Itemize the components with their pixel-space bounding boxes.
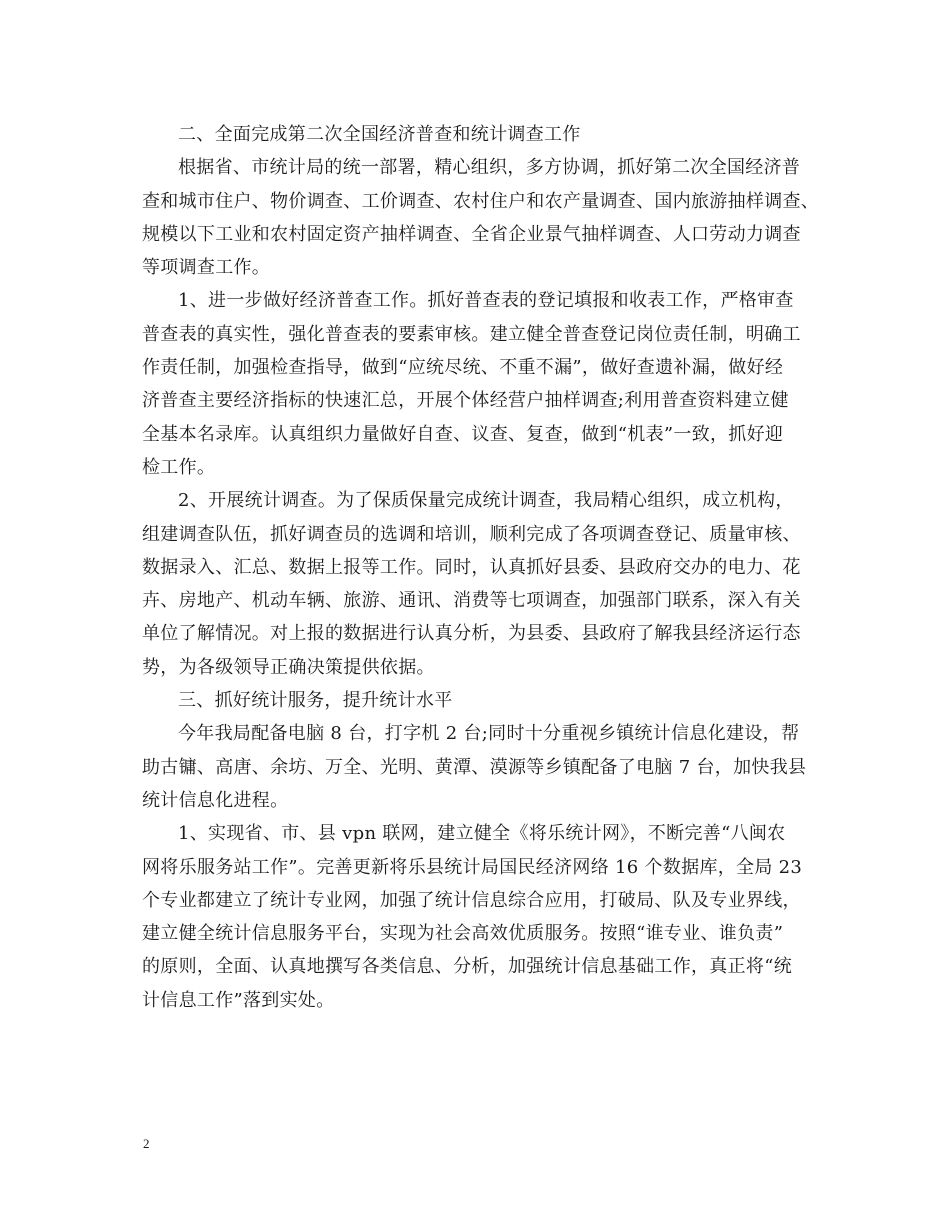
paragraph-line: 检工作。 xyxy=(142,456,216,478)
paragraph-line: 助古镛、高唐、余坊、万全、光明、黄潭、漠源等乡镇配备了电脑 7 台，加快我县 xyxy=(142,756,807,778)
document-body xyxy=(142,118,822,1017)
paragraph-line: 济普查主要经济指标的快速汇总，开展个体经营户抽样调查;利用普查资料建立健 xyxy=(142,390,789,412)
paragraph-line: 统计信息化进程。 xyxy=(142,789,289,811)
page-number: 2 xyxy=(143,1136,150,1151)
paragraph-line: 2、开展统计调查。为了保质保量完成统计调查，我局精心组织，成立机构， xyxy=(178,490,794,512)
paragraph-line: 根据省、市统计局的统一部署，精心组织，多方协调，抓好第二次全国经济普 xyxy=(178,157,801,179)
section-heading-3: 三、抓好统计服务，提升统计水平 xyxy=(178,690,453,712)
paragraph-line: 1、进一步做好经济普查工作。抓好普查表的登记填报和收表工作，严格审查 xyxy=(178,290,794,312)
paragraph-line: 全基本名录库。认真组织力量做好自查、议查、复查，做到“机表”一致，抓好迎 xyxy=(142,423,784,445)
paragraph-line: 组建调查队伍，抓好调查员的选调和培训，顺利完成了各项调查登记、质量审核、 xyxy=(142,523,801,545)
paragraph-line: 今年我局配备电脑 8 台，打字机 2 台;同时十分重视乡镇统计信息化建设，帮 xyxy=(178,723,800,745)
paragraph-line: 势，为各级领导正确决策提供依据。 xyxy=(142,656,435,678)
paragraph-line: 普查表的真实性，强化普查表的要素审核。建立健全普查登记岗位责任制，明确工 xyxy=(142,323,801,345)
paragraph-line: 数据录入、汇总、数据上报等工作。同时，认真抓好县委、县政府交办的电力、花 xyxy=(142,556,801,578)
paragraph-line: 网将乐服务站工作”。完善更新将乐县统计局国民经济网络 16 个数据库，全局 23 xyxy=(142,856,803,878)
paragraph-line: 的原则，全面、认真地撰写各类信息、分析，加强统计信息基础工作，真正将“统 xyxy=(142,956,792,978)
paragraph-line: 规模以下工业和农村固定资产抽样调查、全省企业景气抽样调查、人口劳动力调查 xyxy=(142,223,801,245)
paragraph-line: 单位了解情况。对上报的数据进行认真分析，为县委、县政府了解我县经济运行态 xyxy=(142,623,801,645)
paragraph-line: 个专业都建立了统计专业网，加强了统计信息综合应用，打破局、队及专业界线， xyxy=(142,889,801,911)
paragraph-line: 作责任制，加强检查指导，做到“应统尽统、不重不漏”，做好查遗补漏，做好经 xyxy=(142,357,784,379)
paragraph-line: 查和城市住户、物价调查、工价调查、农村住户和农产量调查、国内旅游抽样调查、 xyxy=(142,190,820,212)
paragraph-line: 1、实现省、市、县 vpn 联网，建立健全《将乐统计网》，不断完善“八闽农 xyxy=(178,823,786,845)
section-heading-2: 二、全面完成第二次全国经济普查和统计调查工作 xyxy=(178,124,581,145)
paragraph-line: 卉、房地产、机动车辆、旅游、通讯、消费等七项调查，加强部门联系，深入有关 xyxy=(142,590,801,612)
paragraph-line: 计信息工作”落到实处。 xyxy=(142,989,335,1011)
paragraph-line: 建立健全统计信息服务平台，实现为社会高效优质服务。按照“谁专业、谁负责” xyxy=(142,923,784,945)
paragraph-line: 等项调查工作。 xyxy=(142,257,271,279)
